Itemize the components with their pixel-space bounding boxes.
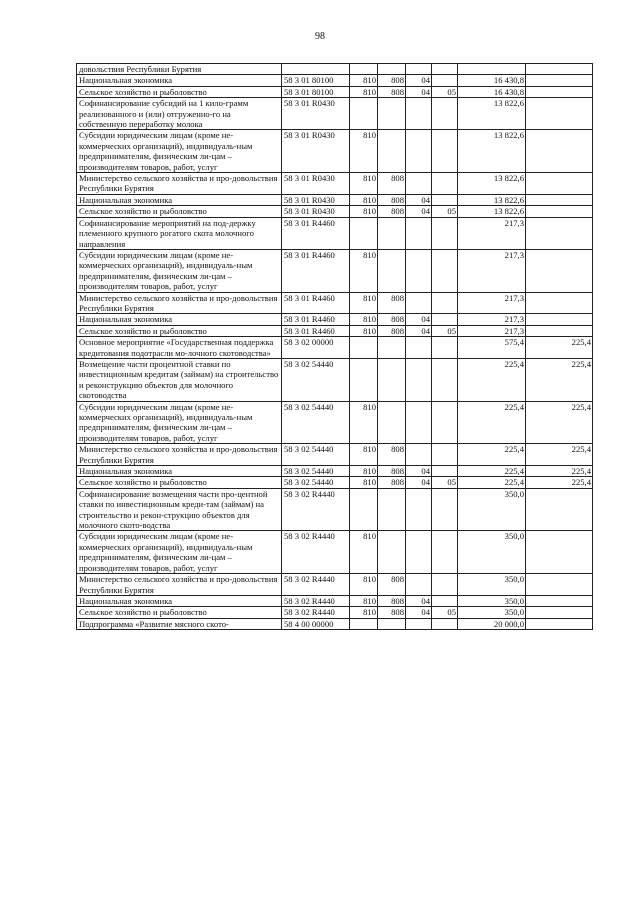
cell-name: Сельское хозяйство и рыболовство: [77, 325, 282, 336]
cell-amount: 13 822,6: [458, 173, 526, 195]
cell-section-code: 808: [378, 595, 406, 606]
cell-ministry-code: 810: [350, 249, 378, 292]
cell-name: Софинансирование возмещения части про-центной ставки по инвестиционным креди-там (займам) на строительство и рекон-струкцию объектов для молочного ското-водства: [77, 488, 282, 531]
cell-subsection-code: 04: [406, 595, 432, 606]
cell-amount-federal: [526, 249, 593, 292]
cell-section-code: [378, 531, 406, 574]
cell-ministry-code: [350, 98, 378, 130]
cell-section-code: 808: [378, 75, 406, 86]
cell-code: 58 3 02 00000: [282, 337, 350, 359]
cell-section-code: 808: [378, 292, 406, 314]
cell-section-code: [378, 337, 406, 359]
cell-amount-federal: 225,4: [526, 401, 593, 444]
cell-amount-federal: [526, 314, 593, 325]
cell-amount: 225,4: [458, 444, 526, 466]
cell-code: 58 3 01 R4460: [282, 217, 350, 249]
cell-subsection-code-2: [432, 249, 458, 292]
cell-ministry-code: 810: [350, 130, 378, 173]
cell-name: Возмещение части процентной ставки по инвестиционным кредитам (займам) на строительство и реконструкцию объектов для молочного скотоводства: [77, 358, 282, 401]
cell-amount-federal: [526, 607, 593, 618]
cell-section-code: 808: [378, 607, 406, 618]
cell-section-code: 808: [378, 574, 406, 596]
cell-amount-federal: [526, 574, 593, 596]
cell-code: 58 3 01 80100: [282, 86, 350, 97]
cell-ministry-code: 810: [350, 574, 378, 596]
cell-subsection-code: [406, 337, 432, 359]
cell-subsection-code: [406, 98, 432, 130]
cell-subsection-code: 04: [406, 477, 432, 488]
table-row: [77, 314, 593, 325]
cell-subsection-code-2: [432, 466, 458, 477]
cell-amount-federal: [526, 130, 593, 173]
cell-code: 58 3 01 R0430: [282, 173, 350, 195]
cell-subsection-code-2: [432, 130, 458, 173]
cell-name: Национальная экономика: [77, 75, 282, 86]
cell-amount: 350,0: [458, 531, 526, 574]
cell-name: Субсидии юридическим лицам (кроме не-коммерческих организаций), индивидуаль-ным предпринимателям, физическим ли-цам – производителям товаров, работ, услуг: [77, 401, 282, 444]
cell-subsection-code-2: 05: [432, 325, 458, 336]
cell-name: Субсидии юридическим лицам (кроме не-коммерческих организаций), индивидуаль-ным предпринимателям, физическим ли-цам – производителям товаров, работ, услуг: [77, 249, 282, 292]
cell-subsection-code: [406, 358, 432, 401]
cell-name: Министерство сельского хозяйства и про-довольствия Республики Бурятия: [77, 173, 282, 195]
cell-code: 58 3 01 80100: [282, 75, 350, 86]
cell-subsection-code-2: [432, 292, 458, 314]
cell-amount-federal: [526, 618, 593, 629]
cell-subsection-code: [406, 401, 432, 444]
cell-name: Софинансирование субсидий на 1 кило-грамм реализованного и (или) отгруженно-го на собственную переработку молока: [77, 98, 282, 130]
cell-ministry-code: [350, 64, 378, 75]
cell-name: Министерство сельского хозяйства и про-довольствия Республики Бурятия: [77, 574, 282, 596]
cell-name: Министерство сельского хозяйства и про-довольствия Республики Бурятия: [77, 444, 282, 466]
cell-section-code: [378, 401, 406, 444]
cell-section-code: [378, 217, 406, 249]
cell-ministry-code: [350, 488, 378, 531]
cell-ministry-code: 810: [350, 292, 378, 314]
cell-amount: 13 822,6: [458, 194, 526, 205]
page-number: 98: [315, 31, 325, 42]
table-row: [77, 64, 593, 75]
cell-code: 58 3 01 R0430: [282, 98, 350, 130]
cell-amount: 16 430,8: [458, 86, 526, 97]
cell-subsection-code-2: [432, 98, 458, 130]
table-row: [77, 194, 593, 205]
table-row: [77, 607, 593, 618]
cell-amount: 13 822,6: [458, 130, 526, 173]
table-row: [77, 574, 593, 596]
cell-subsection-code: [406, 173, 432, 195]
cell-code: 58 3 02 54440: [282, 444, 350, 466]
cell-ministry-code: 810: [350, 314, 378, 325]
cell-subsection-code-2: [432, 314, 458, 325]
cell-subsection-code: [406, 130, 432, 173]
cell-amount: 217,3: [458, 217, 526, 249]
cell-name: Сельское хозяйство и рыболовство: [77, 607, 282, 618]
cell-code: 58 3 01 R0430: [282, 194, 350, 205]
cell-code: 58 3 02 R4440: [282, 595, 350, 606]
table-row: [77, 337, 593, 359]
cell-amount-federal: 225,4: [526, 444, 593, 466]
cell-subsection-code: [406, 618, 432, 629]
table-row: [77, 325, 593, 336]
cell-name: Национальная экономика: [77, 466, 282, 477]
cell-ministry-code: 810: [350, 401, 378, 444]
cell-section-code: [378, 618, 406, 629]
cell-code: 58 3 02 R4440: [282, 607, 350, 618]
cell-ministry-code: [350, 618, 378, 629]
cell-amount-federal: 225,4: [526, 358, 593, 401]
budget-table: [76, 63, 593, 630]
cell-code: 58 3 02 54440: [282, 401, 350, 444]
cell-section-code: 808: [378, 86, 406, 97]
cell-amount-federal: [526, 86, 593, 97]
cell-subsection-code-2: [432, 595, 458, 606]
table-row: [77, 292, 593, 314]
cell-subsection-code-2: 05: [432, 477, 458, 488]
cell-name: Министерство сельского хозяйства и про-довольствия Республики Бурятия: [77, 292, 282, 314]
cell-subsection-code-2: [432, 217, 458, 249]
cell-name: Сельское хозяйство и рыболовство: [77, 477, 282, 488]
cell-section-code: 808: [378, 325, 406, 336]
cell-code: 58 3 01 R0430: [282, 130, 350, 173]
cell-ministry-code: [350, 337, 378, 359]
cell-subsection-code: 04: [406, 75, 432, 86]
cell-amount: 575,4: [458, 337, 526, 359]
cell-subsection-code-2: [432, 75, 458, 86]
cell-amount-federal: [526, 194, 593, 205]
cell-code: 58 3 02 54440: [282, 358, 350, 401]
cell-name: Сельское хозяйство и рыболовство: [77, 86, 282, 97]
cell-amount: 16 430,8: [458, 75, 526, 86]
cell-ministry-code: 810: [350, 75, 378, 86]
cell-amount-federal: [526, 595, 593, 606]
cell-amount-federal: [526, 217, 593, 249]
cell-ministry-code: 810: [350, 466, 378, 477]
cell-amount: 217,3: [458, 325, 526, 336]
cell-name: Подпрограмма «Развитие мясного ското-: [77, 618, 282, 629]
cell-amount: 350,0: [458, 595, 526, 606]
table-row: [77, 595, 593, 606]
cell-code: 58 4 00 00000: [282, 618, 350, 629]
cell-subsection-code: [406, 574, 432, 596]
cell-subsection-code-2: [432, 194, 458, 205]
cell-subsection-code-2: 05: [432, 206, 458, 217]
table-row: [77, 86, 593, 97]
cell-amount-federal: [526, 206, 593, 217]
table-row: [77, 75, 593, 86]
cell-subsection-code: [406, 249, 432, 292]
table-row: [77, 206, 593, 217]
cell-subsection-code: 04: [406, 314, 432, 325]
cell-name: Основное мероприятие «Государственная поддержка кредитования подотрасли мо-лочного скотоводства»: [77, 337, 282, 359]
cell-subsection-code-2: [432, 173, 458, 195]
cell-subsection-code-2: [432, 444, 458, 466]
table-row: [77, 531, 593, 574]
cell-subsection-code: [406, 531, 432, 574]
cell-amount: 225,4: [458, 466, 526, 477]
cell-subsection-code-2: [432, 531, 458, 574]
table-row: [77, 477, 593, 488]
cell-section-code: [378, 488, 406, 531]
cell-subsection-code: 04: [406, 206, 432, 217]
table-row: [77, 130, 593, 173]
cell-subsection-code-2: [432, 574, 458, 596]
cell-code: 58 3 02 54440: [282, 477, 350, 488]
cell-ministry-code: 810: [350, 325, 378, 336]
cell-subsection-code: 04: [406, 86, 432, 97]
table-row: [77, 466, 593, 477]
cell-subsection-code: 04: [406, 466, 432, 477]
cell-ministry-code: 810: [350, 531, 378, 574]
cell-amount-federal: [526, 64, 593, 75]
cell-amount-federal: [526, 488, 593, 531]
cell-amount-federal: [526, 325, 593, 336]
cell-code: 58 3 02 R4440: [282, 531, 350, 574]
cell-code: 58 3 01 R4460: [282, 249, 350, 292]
table-row: [77, 98, 593, 130]
table-row: [77, 358, 593, 401]
cell-ministry-code: 810: [350, 86, 378, 97]
cell-ministry-code: 810: [350, 444, 378, 466]
cell-subsection-code-2: [432, 358, 458, 401]
cell-ministry-code: [350, 217, 378, 249]
cell-amount: [458, 64, 526, 75]
cell-section-code: 808: [378, 466, 406, 477]
cell-amount: 350,0: [458, 574, 526, 596]
cell-section-code: [378, 98, 406, 130]
cell-amount-federal: [526, 292, 593, 314]
cell-amount: 13 822,6: [458, 206, 526, 217]
cell-code: 58 3 02 R4440: [282, 488, 350, 531]
cell-section-code: 808: [378, 444, 406, 466]
cell-name: Софинансирование мероприятий на под-держку племенного крупного рогатого скота молочного направления: [77, 217, 282, 249]
cell-code: 58 3 01 R4460: [282, 325, 350, 336]
table-row: [77, 217, 593, 249]
cell-code: 58 3 02 R4440: [282, 574, 350, 596]
cell-name: Субсидии юридическим лицам (кроме не-коммерческих организаций), индивидуаль-ным предпринимателям, физическим ли-цам – производителям товаров, работ, услуг: [77, 531, 282, 574]
cell-subsection-code: [406, 488, 432, 531]
cell-amount-federal: [526, 98, 593, 130]
cell-code: 58 3 02 54440: [282, 466, 350, 477]
cell-ministry-code: 810: [350, 477, 378, 488]
cell-amount: 350,0: [458, 488, 526, 531]
cell-amount: 217,3: [458, 249, 526, 292]
cell-amount: 20 000,0: [458, 618, 526, 629]
cell-section-code: 808: [378, 173, 406, 195]
cell-amount: 350,0: [458, 607, 526, 618]
cell-subsection-code-2: [432, 64, 458, 75]
table-body: [77, 64, 593, 630]
cell-section-code: 808: [378, 314, 406, 325]
cell-name: довольствия Республики Бурятия: [77, 64, 282, 75]
cell-code: 58 3 01 R4460: [282, 314, 350, 325]
cell-subsection-code-2: 05: [432, 86, 458, 97]
table-row: [77, 488, 593, 531]
cell-section-code: [378, 130, 406, 173]
cell-amount: 217,3: [458, 292, 526, 314]
cell-section-code: [378, 249, 406, 292]
cell-amount-federal: 225,4: [526, 466, 593, 477]
cell-subsection-code-2: 05: [432, 607, 458, 618]
cell-name: Национальная экономика: [77, 595, 282, 606]
table-row: [77, 401, 593, 444]
cell-name: Национальная экономика: [77, 194, 282, 205]
cell-subsection-code: [406, 217, 432, 249]
cell-name: Национальная экономика: [77, 314, 282, 325]
cell-name: Сельское хозяйство и рыболовство: [77, 206, 282, 217]
cell-section-code: [378, 64, 406, 75]
cell-amount-federal: [526, 173, 593, 195]
cell-amount: 225,4: [458, 401, 526, 444]
table-row: [77, 618, 593, 629]
cell-ministry-code: 810: [350, 595, 378, 606]
cell-subsection-code: 04: [406, 607, 432, 618]
cell-subsection-code-2: [432, 401, 458, 444]
cell-amount: 225,4: [458, 477, 526, 488]
cell-ministry-code: [350, 358, 378, 401]
cell-subsection-code: [406, 292, 432, 314]
cell-code: [282, 64, 350, 75]
cell-ministry-code: 810: [350, 206, 378, 217]
cell-section-code: 808: [378, 194, 406, 205]
cell-amount-federal: 225,4: [526, 477, 593, 488]
cell-amount: 13 822,6: [458, 98, 526, 130]
cell-section-code: 808: [378, 477, 406, 488]
cell-subsection-code-2: [432, 337, 458, 359]
cell-subsection-code: [406, 444, 432, 466]
cell-subsection-code: 04: [406, 194, 432, 205]
table-row: [77, 444, 593, 466]
cell-subsection-code-2: [432, 618, 458, 629]
cell-name: Субсидии юридическим лицам (кроме не-коммерческих организаций), индивидуаль-ным предпринимателям, физическим ли-цам – производителям товаров, работ, услуг: [77, 130, 282, 173]
cell-amount-federal: [526, 531, 593, 574]
table-row: [77, 173, 593, 195]
cell-section-code: [378, 358, 406, 401]
cell-section-code: 808: [378, 206, 406, 217]
cell-amount: 217,3: [458, 314, 526, 325]
cell-ministry-code: 810: [350, 194, 378, 205]
cell-code: 58 3 01 R4460: [282, 292, 350, 314]
cell-code: 58 3 01 R0430: [282, 206, 350, 217]
cell-amount: 225,4: [458, 358, 526, 401]
table-row: [77, 249, 593, 292]
cell-amount-federal: [526, 75, 593, 86]
cell-ministry-code: 810: [350, 173, 378, 195]
cell-ministry-code: 810: [350, 607, 378, 618]
cell-subsection-code-2: [432, 488, 458, 531]
cell-subsection-code: [406, 64, 432, 75]
cell-amount-federal: 225,4: [526, 337, 593, 359]
cell-subsection-code: 04: [406, 325, 432, 336]
